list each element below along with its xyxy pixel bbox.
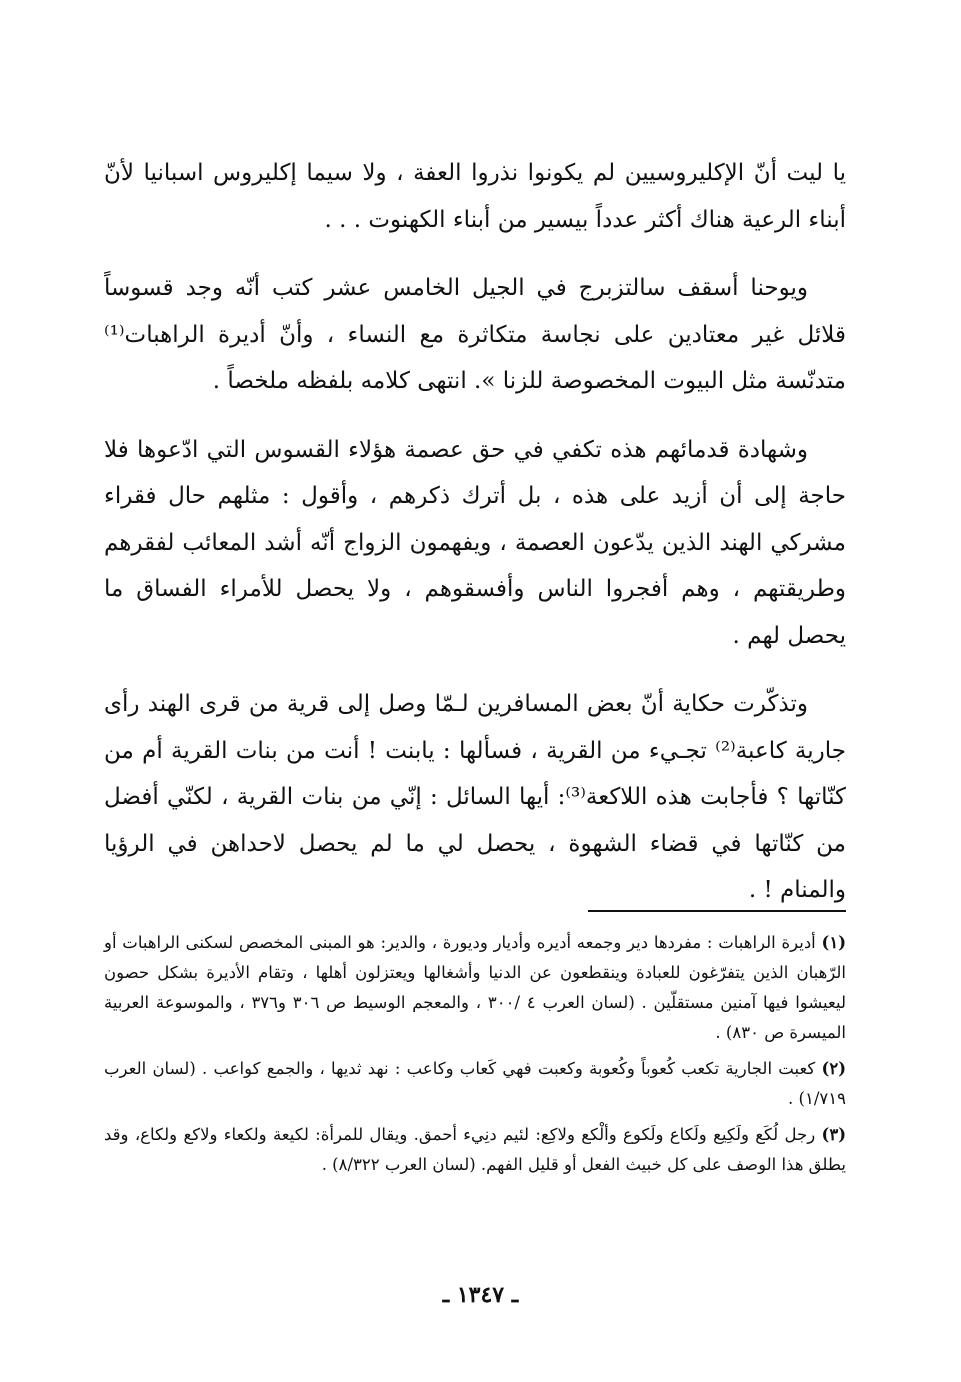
footnote-number: (١) <box>821 933 846 952</box>
footnote-number: (٣) <box>821 1125 846 1144</box>
footnote-text: رجل لُكَع ولَكِيع ولَكاع ولَكوع وألْكع ولاكِع: لئيم دنِيء أحمق. ويقال للمرأة: لكيعة ولكعاء ولاكع ولكاع، وقد يطلق هذا الوصف على كل خبيث الفعل أو قليل الفهم. (لسان العرب ٨/٣٢٢) . <box>104 1125 846 1174</box>
footnotes-section <box>104 928 846 1186</box>
footnote-text: أديرة الراهبات : مفردها دير وجمعه أديره وأديار وديورة ، والدير: هو المبنى المخصص لسكنى الراهبات أو الرّهبان الذين يتفرّغون للعبادة وينقطعون عن الدنيا وأشغالها ويعتزلون أهلها ، وتقام الأديرة بشكل حصون ليعيشوا فيها آمنين مستقلّين . (لسان العرب ٤ /٣٠٠ ، والمعجم الوسيط ص ٣٠٦ و٣٧٦ ، والموسوعة العربية الميسرة ص ٨٣٠) . <box>104 933 846 1042</box>
footnote-2 <box>104 1054 846 1114</box>
paragraph-4: وتذكّرت حكاية أنّ بعض المسافرين لـمّا وصل إلى قرية من قرى الهند رأى جارية كاعبة⁽²⁾ تجـيء من القرية ، فسألها : يابنت ! أنت من بنات القرية أم من كنّاتها ؟ فأجابت هذه اللاكعة⁽³⁾: أيها السائل : إنّي من بنات القرية ، لكنّي أفضل من كنّاتها في قضاء الشهوة ، يحصل لي ما لم يحصل لاحداهن في الرؤيا والمنام ! . <box>104 691 846 903</box>
footnote-divider <box>588 910 846 912</box>
page-number: ـ ١٣٤٧ ـ <box>442 1282 519 1308</box>
paragraph-3: وشهادة قدمائهم هذه تكفي في حق عصمة هؤلاء القسوس التي ادّعوها فلا حاجة إلى أن أزيد على هذه ، بل أترك ذكرهم ، وأقول : مثلهم حال فقراء مشركي الهند الذين يدّعون العصمة ، ويفهمون الزواج أنّه أشد المعائب لفقرهم وطريقتهم ، وهم أفجروا الناس وأفسقوهم ، ولا يحصل للأمراء الفساق ما يحصل لهم . <box>104 436 846 649</box>
footnote-number: (٢) <box>821 1059 846 1078</box>
main-text <box>104 150 846 936</box>
footnote-3 <box>104 1120 846 1180</box>
footnote-1 <box>104 928 846 1048</box>
paragraph-2: ويوحنا أسقف سالتزبرج في الجيل الخامس عشر كتب أنّه وجد قسوساً قلائل غير معتادين على نجاسة متكاثرة مع النساء ، وأنّ أديرة الراهبات⁽¹⁾ متدنّسة مثل البيوت المخصوصة للزنا ». انتهى كلامه بلفظه ملخصاً . <box>104 275 846 394</box>
paragraph-1: يا ليت أنّ الإكليروسيين لم يكونوا نذروا العفة ، ولا سيما إكليروس اسبانيا لأنّ أبناء الرعية هناك أكثر عدداً بيسير من أبناء الكهنوت . . . <box>104 160 846 233</box>
footnote-text: كعبت الجارية تكعب كُعوباً وكُعوبة وكعبت فهي كَعاب وكاعب : نهد ثديها ، والجمع كواعب . (لسان العرب ١/٧١٩) . <box>104 1059 846 1108</box>
